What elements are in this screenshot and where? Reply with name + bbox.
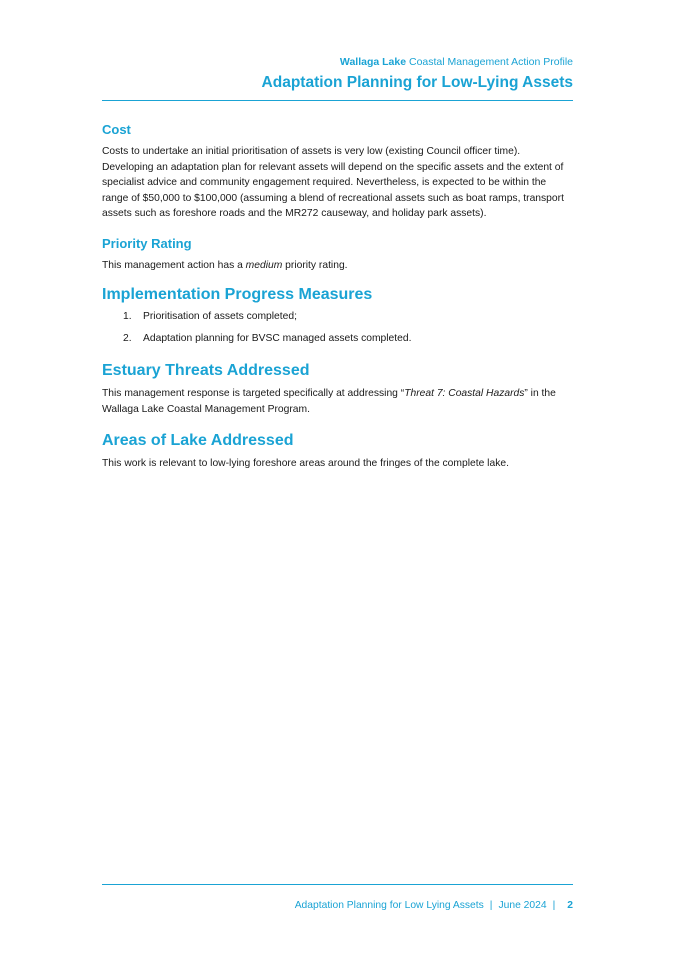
footer-doc-title: Adaptation Planning for Low Lying Assets (294, 900, 484, 911)
threats-text-after: ” in the Wallaga Lake Coastal Management Program. (102, 388, 556, 415)
footer-date: June 2024 (498, 900, 547, 911)
cost-paragraph: Costs to undertake an initial prioritisation of assets is very low (existing Council officer time). Developing an adaptation plan for relevant assets will depend on the specific assets and the extent of specialist advice and community engagement required. Nevertheless, is expected to be within the range of $50,000 to $100,000 (assuming a blend of recreational assets such as boat ramps, transport assets such as foreshore roads and the MR272 causeway, and holiday park assets). (102, 146, 564, 219)
list-item-text: Prioritisation of assets completed; (143, 311, 297, 322)
page-number: 2 (567, 900, 573, 911)
implementation-list (102, 309, 573, 346)
page-footer (295, 900, 573, 911)
cost-section (102, 121, 573, 222)
page-content (102, 121, 573, 472)
document-page (102, 0, 573, 955)
priority-section (102, 235, 573, 274)
list-item-number: 2. (123, 332, 132, 344)
areas-paragraph: This work is relevant to low-lying foreshore areas around the fringes of the complete lake. (102, 458, 509, 469)
header-title: Adaptation Planning for Low-Lying Assets (261, 74, 573, 91)
header-location: Wallaga Lake (339, 56, 407, 68)
threats-paragraph (102, 386, 573, 417)
cost-heading: Cost (102, 122, 131, 137)
page-header (262, 55, 573, 94)
threats-section (102, 360, 573, 417)
priority-text-after: priority rating. (282, 259, 348, 271)
list-item (102, 331, 573, 347)
footer-separator: | (489, 900, 493, 911)
implementation-section (102, 284, 573, 346)
threats-heading: Estuary Threats Addressed (102, 362, 310, 379)
header-profile: Coastal Management Action Profile (408, 56, 573, 68)
threats-text-before: This management response is targeted specifically at addressing “ (102, 388, 405, 399)
threat-name: Threat 7: Coastal Hazards (404, 388, 525, 399)
header-divider (102, 100, 573, 101)
priority-heading: Priority Rating (102, 235, 192, 251)
list-item (102, 309, 573, 325)
implementation-heading: Implementation Progress Measures (102, 286, 373, 303)
footer-divider (102, 884, 573, 885)
areas-heading: Areas of Lake Addressed (102, 432, 294, 449)
list-item-text: Adaptation planning for BVSC managed assets completed. (143, 332, 412, 344)
priority-rating: medium (245, 259, 283, 271)
list-item-number: 1. (123, 311, 132, 322)
areas-section (102, 430, 573, 472)
priority-paragraph (102, 258, 573, 274)
footer-separator: | (552, 900, 556, 911)
header-subtitle (262, 55, 573, 69)
priority-text-before: This management action has a (102, 259, 246, 271)
